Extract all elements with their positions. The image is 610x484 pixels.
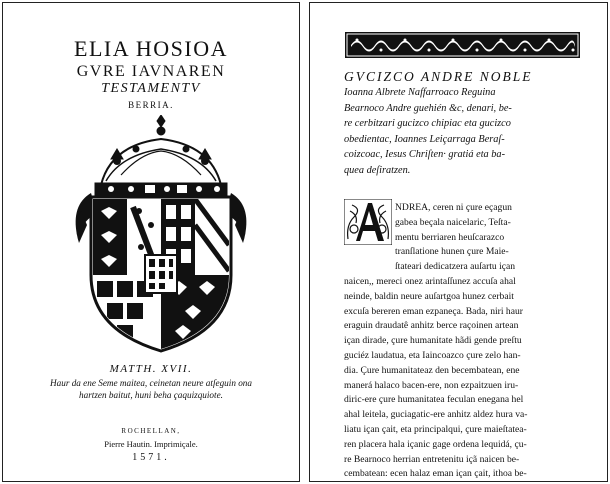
body-line: NDREA, ceren ni çure eçagun: [395, 202, 512, 213]
title-page-title: ELIA HOSIOA: [74, 36, 228, 61]
scripture-quote-line-2: hartzen baitut, huni beha çaquizquiote.: [79, 390, 223, 400]
dedication-line: coizcoac, Iesus Chriſten· gratiá eta ba-: [344, 149, 506, 160]
dedication-line: Ioanna Albrete Naffarroaco Reguina: [344, 87, 496, 98]
body-line: naicen,, mereci onez arintaſſunez accuſa ahal: [344, 275, 516, 287]
body-line: neinde, baldin neure auſartgoa hunez cerbait: [344, 290, 514, 302]
dedication-body: [344, 201, 584, 482]
scripture-quote-line-1: Haur da ene Seme maitea, ceinetan neure atſeguin ona: [50, 378, 252, 388]
dedication-page: [309, 2, 608, 482]
body-line: manerá halaco bacen-ere, non ezpaitzuen iru-: [344, 379, 519, 391]
title-page-subtitle-1: GVRE IAVNAREN: [76, 63, 226, 80]
scripture-quote: [25, 377, 277, 401]
body-line: mentu berriaren heuſcarazco: [395, 231, 505, 243]
dedication-line: obedientac, Ioannes Leiçarraga Beraſ-: [344, 133, 505, 145]
imprint-year: 1571.: [132, 452, 170, 463]
body-line: ſtateari dedicatzera auſartu içan: [395, 261, 516, 273]
scripture-reference: MATTH. XVII.: [109, 363, 193, 375]
body-line: guciéz laudatua, eta Iaincoazco çure zelo han-: [344, 349, 521, 361]
dedication-line: re cerbitzari gucizco chipiac eta gucizco: [344, 118, 511, 129]
dedication-text: [344, 85, 584, 178]
body-line: ahal leitela, guciagatic-ere anhitz aldez hura va-: [344, 409, 528, 421]
title-page: [2, 2, 300, 482]
title-page-subtitle-2: TESTAMENTV: [101, 81, 201, 96]
coat-of-arms-icon: [71, 115, 251, 355]
ornament-band-icon: [345, 32, 580, 58]
title-page-subtitle-3: BERRIA.: [128, 100, 174, 110]
body-line: tranſlatione hunen çure Maie-: [395, 246, 509, 258]
body-line: içan dirade, çure humanitate hãdi gende preſtu: [344, 335, 522, 347]
dedication-line: quea deſiratzen.: [344, 164, 411, 176]
imprint-place: ROCHELLAN,: [121, 427, 181, 435]
dedication-heading: GVCIZCO ANDRE NOBLE: [344, 69, 533, 84]
dedication-line: Bearnoco Andre guehién &c, denari, be-: [344, 102, 512, 114]
imprint-printer: Pierre Hautin. Imprimiçale.: [104, 439, 198, 449]
body-line: diric-ere çure humanitatea feculan enegana hel: [344, 394, 524, 406]
body-line: gabea beçala naicelaric, Teſta-: [395, 216, 511, 228]
body-line: liatu içan çait, eta principalqui, çure maieſtatea-: [344, 423, 527, 435]
body-line: dia. Çure humanitateaz den becembatean, ene: [344, 364, 520, 376]
body-line: re Bearnoco herrian entretenitu içã naicen be-: [344, 453, 520, 465]
body-line: ren placera hala içanic gage ordena lequidá, çu-: [344, 438, 527, 450]
body-line: cembatean: ecen halaz eman içan çait, ithoa be-: [344, 468, 527, 480]
body-line: eraguin draudatê anhitz berce raçoinen artean: [344, 320, 519, 332]
body-line: excuſa bereren eman ezpaneça. Bada, niri haur: [344, 305, 523, 317]
